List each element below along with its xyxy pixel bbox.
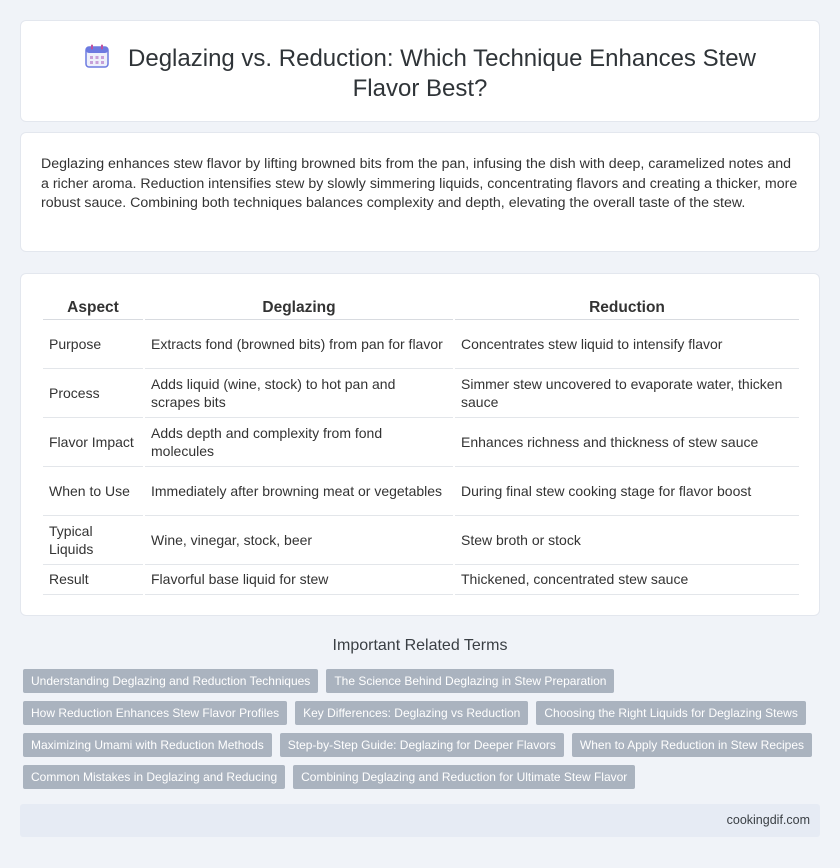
- tag-row: [23, 765, 823, 789]
- intro-paragraph: Deglazing enhances stew flavor by lifting browned bits from the pan, infusing the dish with deep, caramelized notes and a richer aroma. Reduction intensifies stew by slowly simmering liquids, concentrating flavors and creating a thicker, more robust sauce. Combining both techniques balances complexity and depth, elevating the overall taste of the stew.: [41, 156, 798, 211]
- related-term-tag[interactable]: Understanding Deglazing and Reduction Techniques: [23, 669, 318, 693]
- tag-row: [23, 733, 823, 757]
- page-title: Deglazing vs. Reduction: Which Technique Enhances Stew Flavor Best?: [128, 45, 756, 102]
- table-row: [43, 368, 799, 417]
- table-row: [43, 319, 799, 368]
- reduction-cell: During final stew cooking stage for flavor boost: [454, 466, 799, 515]
- deglazing-cell: Immediately after browning meat or vegetables: [144, 466, 454, 515]
- related-term-tag[interactable]: Common Mistakes in Deglazing and Reducing: [23, 765, 285, 789]
- footer: [20, 804, 820, 837]
- comparison-table-card: [20, 273, 820, 616]
- reduction-cell: Enhances richness and thickness of stew sauce: [454, 417, 799, 466]
- header-deglazing: Deglazing: [144, 296, 454, 319]
- tag-row: [23, 669, 823, 693]
- aspect-cell: Flavor Impact: [43, 417, 144, 466]
- related-term-tag[interactable]: When to Apply Reduction in Stew Recipes: [572, 733, 812, 757]
- footer-site-link[interactable]: cookingdif.com: [726, 813, 810, 827]
- related-terms-title: Important Related Terms: [332, 637, 508, 654]
- table-row: [43, 417, 799, 466]
- related-term-tag[interactable]: The Science Behind Deglazing in Stew Preparation: [326, 669, 614, 693]
- aspect-cell: Process: [43, 368, 144, 417]
- deglazing-cell: Extracts fond (browned bits) from pan for flavor: [144, 319, 454, 368]
- aspect-cell: Typical Liquids: [43, 515, 144, 564]
- related-term-tag[interactable]: Choosing the Right Liquids for Deglazing Stews: [536, 701, 805, 725]
- aspect-cell: When to Use: [43, 466, 144, 515]
- deglazing-cell: Adds depth and complexity from fond molecules: [144, 417, 454, 466]
- related-term-tag[interactable]: Key Differences: Deglazing vs Reduction: [295, 701, 528, 725]
- page-title-wrap: [51, 43, 789, 104]
- reduction-cell: Simmer stew uncovered to evaporate water, thicken sauce: [454, 368, 799, 417]
- related-term-tag[interactable]: Step-by-Step Guide: Deglazing for Deeper Flavors: [280, 733, 564, 757]
- calendar-icon: [84, 43, 110, 69]
- related-term-tag[interactable]: How Reduction Enhances Stew Flavor Profiles: [23, 701, 287, 725]
- deglazing-cell: Adds liquid (wine, stock) to hot pan and scrapes bits: [144, 368, 454, 417]
- aspect-cell: Result: [43, 564, 144, 594]
- table-row: [43, 515, 799, 564]
- table-header-row: [43, 296, 799, 319]
- deglazing-cell: Wine, vinegar, stock, beer: [144, 515, 454, 564]
- related-term-tag[interactable]: Combining Deglazing and Reduction for Ultimate Stew Flavor: [293, 765, 635, 789]
- header-card: [20, 20, 820, 122]
- reduction-cell: Stew broth or stock: [454, 515, 799, 564]
- reduction-cell: Thickened, concentrated stew sauce: [454, 564, 799, 594]
- deglazing-cell: Flavorful base liquid for stew: [144, 564, 454, 594]
- related-term-tag[interactable]: Maximizing Umami with Reduction Methods: [23, 733, 272, 757]
- related-terms-list: [23, 669, 823, 797]
- reduction-cell: Concentrates stew liquid to intensify flavor: [454, 319, 799, 368]
- comparison-table: [43, 296, 799, 595]
- table-row: [43, 466, 799, 515]
- intro-card: [20, 132, 820, 252]
- header-aspect: Aspect: [43, 296, 144, 319]
- table-row: [43, 564, 799, 594]
- tag-row: [23, 701, 823, 725]
- aspect-cell: Purpose: [43, 319, 144, 368]
- header-reduction: Reduction: [454, 296, 799, 319]
